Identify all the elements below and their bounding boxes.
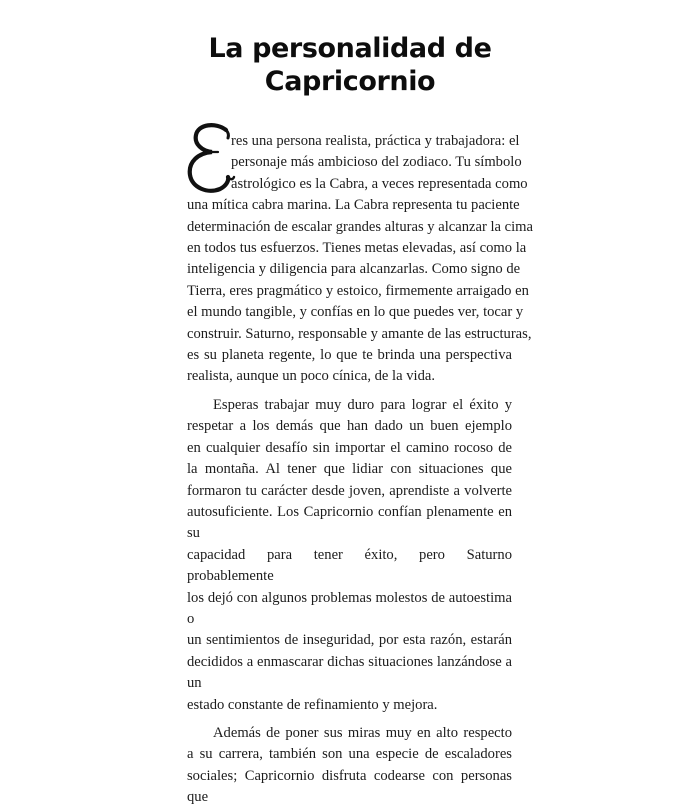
text-line: es su planeta regente, lo que te brinda una perspectiva [187, 347, 512, 364]
text-line: a su carrera, también son una especie de escaladores [187, 746, 512, 763]
text-line: estado constante de refinamiento y mejora. [187, 696, 438, 713]
text-line: astrológico es la Cabra, a veces representada como [231, 175, 528, 192]
paragraph-3 [187, 723, 512, 809]
text-line: autosuficiente. Los Capricornio confían plenamente en su [187, 503, 512, 542]
paragraph-2 [187, 395, 512, 716]
text-line: los dejó con algunos problemas molestos de autoestima o [187, 589, 512, 627]
body-text [187, 131, 534, 809]
text-line: sociales; Capricornio disfruta codearse con personas que [187, 767, 512, 806]
text-line: decididos a enmascarar dichas situaciones lanzándose a un [187, 653, 512, 692]
text-line: capacidad para tener éxito, pero Saturno probablemente [187, 546, 512, 585]
text-line: una mítica cabra marina. La Cabra representa tu paciente [187, 197, 520, 214]
text-line: formaron tu carácter desde joven, aprendiste a volverte [187, 482, 512, 499]
text-line: inteligencia y diligencia para alcanzarlas. Como signo de [187, 261, 521, 278]
page-title [150, 32, 550, 98]
text-line: res una persona realista, práctica y trabajadora: el [231, 133, 520, 149]
text-line: Además de poner sus miras muy en alto respecto [213, 724, 512, 741]
text-line: en cualquier desafío sin importar el camino rocoso de [187, 439, 512, 456]
text-line: el mundo tangible, y confías en lo que puedes ver, tocar y [187, 304, 524, 321]
text-line: respetar a los demás que han dado un buen ejemplo [187, 418, 512, 435]
text-line: Esperas trabajar muy duro para lograr el éxito y [213, 396, 512, 413]
text-line: Tierra, eres pragmático y estoico, firmemente arraigado en [187, 282, 529, 299]
paragraph-1 [187, 131, 534, 388]
text-line: personaje más ambicioso del zodiaco. Tu símbolo [231, 154, 522, 171]
text-line: un sentimientos de inseguridad, por esta razón, estarán [187, 632, 512, 649]
text-line: construir. Saturno, responsable y amante de las estructuras, [187, 325, 532, 342]
title-line-2: Capricornio [264, 66, 436, 97]
text-line: realista, aunque un poco cínica, de la vida. [187, 368, 435, 385]
text-line: determinación de escalar grandes alturas y alcanzar la cima [187, 218, 534, 235]
text-line: la montaña. Al tener que lidiar con situaciones que [187, 461, 512, 478]
text-line: en todos tus esfuerzos. Tienes metas elevadas, así como la [187, 240, 527, 257]
title-line-1: La personalidad de [208, 33, 492, 64]
